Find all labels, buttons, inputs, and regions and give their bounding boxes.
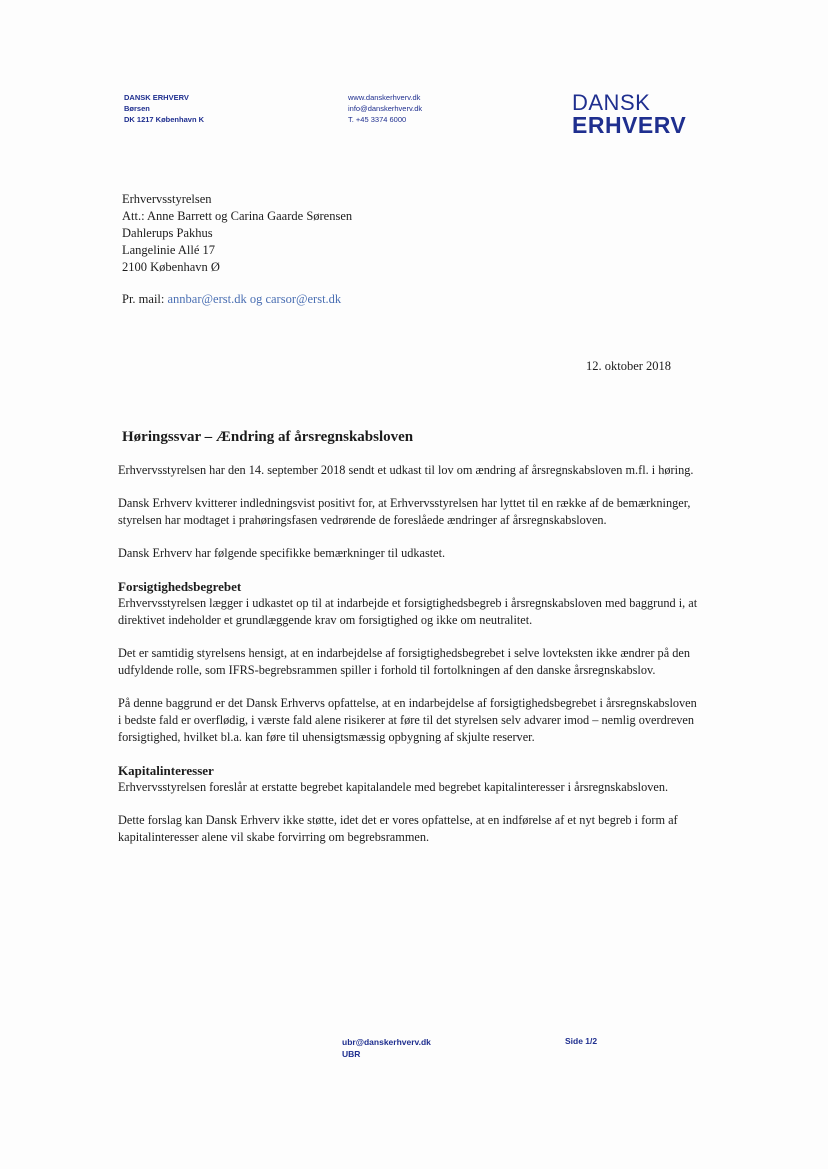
- mail-addresses[interactable]: annbar@erst.dk og carsor@erst.dk: [167, 292, 342, 306]
- paragraph: Dette forslag kan Dansk Erhverv ikke støtte, idet det er vores opfattelse, at en indførelse af et nyt begreb i form af kapitalinteresser alene vil skabe forvirring om begrebsrammen.: [118, 813, 678, 844]
- paragraph: Erhvervsstyrelsen foreslår at erstatte begrebet kapitalandele med begrebet kapitalinteresser i årsregnskabsloven.: [118, 780, 669, 794]
- sender-phone: T. +45 3374 6000: [348, 115, 407, 124]
- recipient-line: Erhvervsstyrelsen: [122, 192, 212, 206]
- recipient-line: Att.: Anne Barrett og Carina Gaarde Sørensen: [122, 209, 353, 223]
- section-heading: Kapitalinteresser: [118, 763, 214, 778]
- footer-initials: UBR: [342, 1049, 361, 1059]
- sender-address: [124, 92, 204, 125]
- recipient-line: Langelinie Allé 17: [122, 243, 216, 257]
- logo-line1: DANSK: [572, 90, 651, 115]
- sender-email: info@danskerhverv.dk: [348, 104, 423, 113]
- footer-contact: [342, 1036, 431, 1060]
- letter-date: 12. oktober 2018: [586, 359, 672, 373]
- sender-org: DANSK ERHVERV: [124, 93, 189, 102]
- dansk-erhverv-logo: [572, 92, 686, 136]
- paragraph: Dansk Erhverv kvitterer indledningsvist positivt for, at Erhvervsstyrelsen har lyttet til en række af de bemærkninger, styrelsen har modtaget i prahøringsfasen vedrørende de foreslåede ændringer af årsregnskabsloven.: [118, 496, 691, 527]
- paragraph: Erhvervsstyrelsen har den 14. september 2018 sendt et udkast til lov om ændring af årsregnskabsloven m.fl. i høring.: [118, 463, 694, 477]
- footer-email[interactable]: ubr@danskerhverv.dk: [342, 1037, 431, 1047]
- letter-body: [118, 462, 698, 862]
- sender-city: Børsen: [124, 104, 150, 113]
- sender-street: DK 1217 København K: [124, 115, 205, 124]
- letter-title: Høringssvar – Ændring af årsregnskabsloven: [122, 429, 414, 445]
- recipient-address: [122, 191, 352, 276]
- sender-web: www.danskerhverv.dk: [348, 93, 421, 102]
- logo-line2: ERHVERV: [572, 112, 687, 138]
- paragraph: Dansk Erhverv har følgende specifikke bemærkninger til udkastet.: [118, 546, 446, 560]
- mail-label: Pr. mail:: [122, 292, 165, 306]
- paragraph: Erhvervsstyrelsen lægger i udkastet op til at indarbejde et forsigtighedsbegreb i årsregnskabsloven med baggrund i, at direktivet indeholder et grundlæggende krav om forsigtighed og ikke om neutralitet.: [118, 596, 698, 627]
- section-heading: Forsigtighedsbegrebet: [118, 579, 242, 594]
- recipient-line: Dahlerups Pakhus: [122, 226, 213, 240]
- sender-contact: [348, 92, 422, 125]
- recipient-mail: [122, 292, 341, 307]
- recipient-line: 2100 København Ø: [122, 260, 220, 274]
- page-number: Side 1/2: [565, 1036, 598, 1046]
- paragraph: På denne baggrund er det Dansk Erhvervs opfattelse, at en indarbejdelse af forsigtighedsbegrebet i årsregnskabsloven i bedste fald er overflødig, i værste fald alene risikerer at føre til det styrelsen selv advarer imod – nemlig overdreven forsigtighed, hvilket bl.a. kan føre til uhensigtsmæssig opbygning af skjulte reserver.: [118, 696, 697, 744]
- paragraph: Det er samtidig styrelsens hensigt, at en indarbejdelse af forsigtighedsbegrebet i selve lovteksten ikke ændrer på den udfyldende rolle, som IFRS-begrebsrammen spiller i forhold til fortolkningen af den danske årsregnskabslov.: [118, 646, 690, 677]
